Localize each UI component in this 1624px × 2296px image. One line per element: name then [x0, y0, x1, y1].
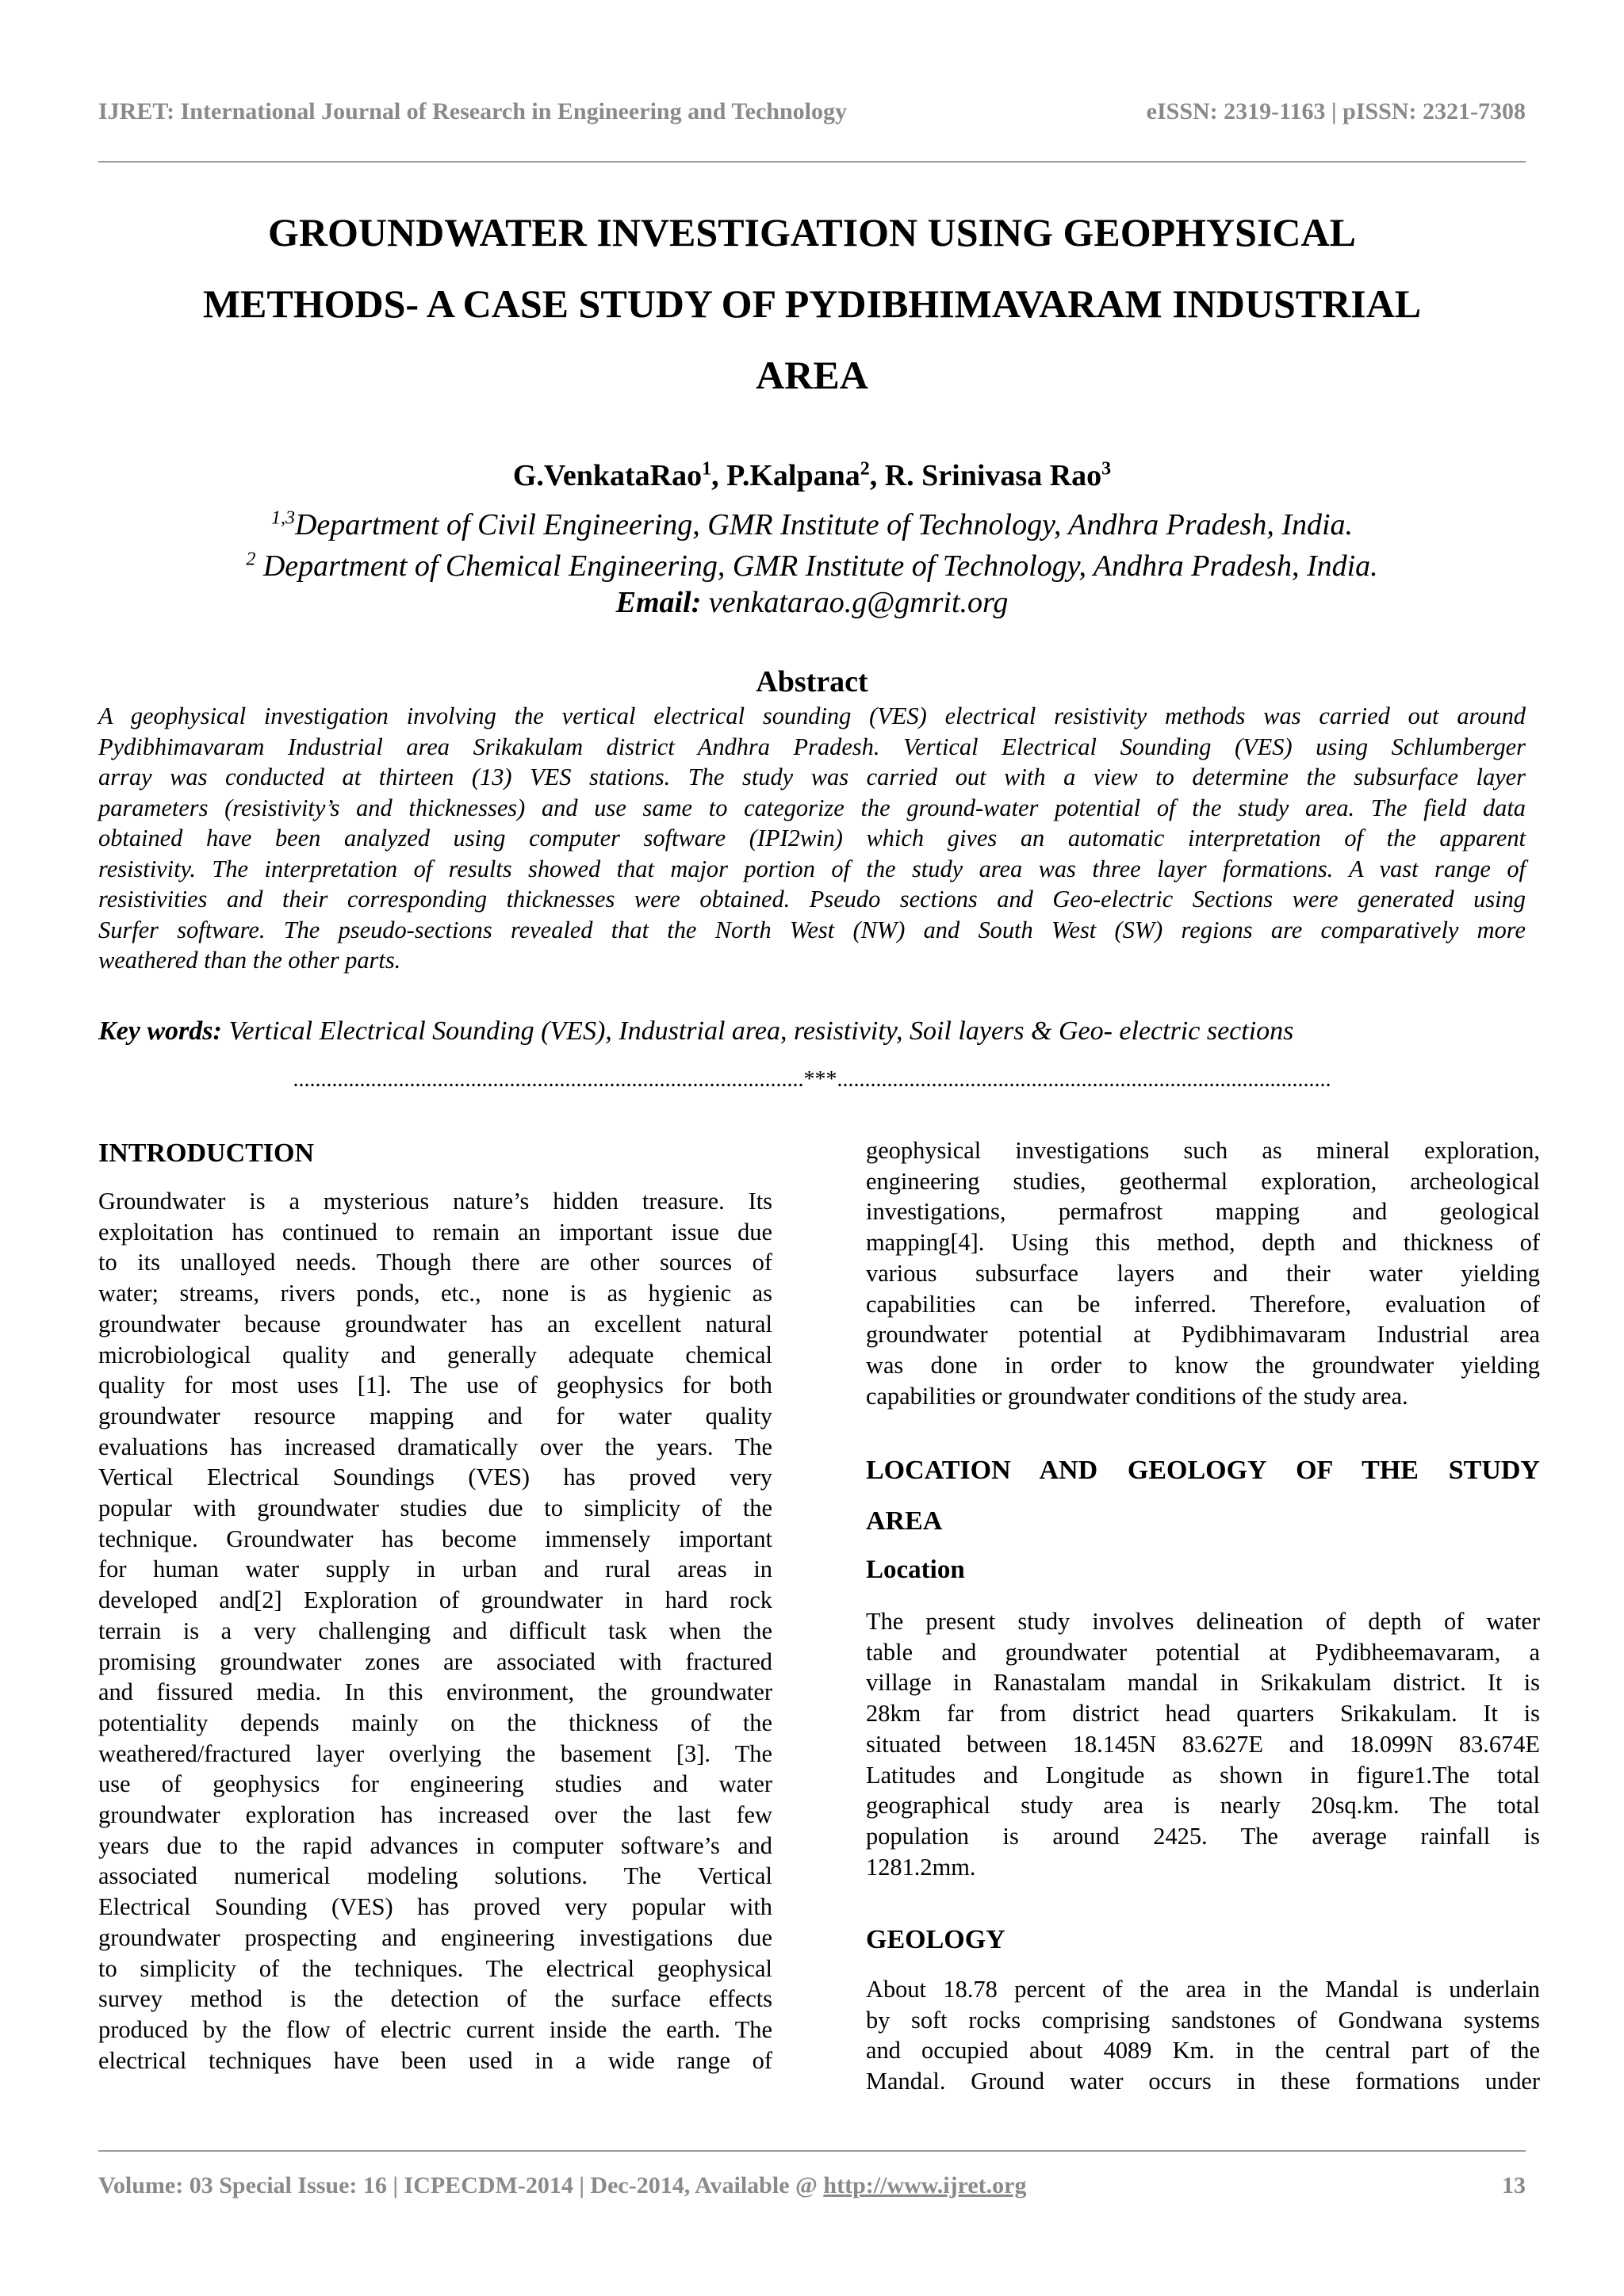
abstract-line: obtained have been analyzed using computer software (IPI2win) which gives an automatic interpretation of the apparent [98, 825, 1526, 851]
email-address[interactable]: venkatarao.g@gmrit.org [701, 586, 1009, 619]
author-sep-2: , [869, 459, 885, 492]
paper-title [98, 197, 1526, 411]
abstract-line: resistivities and their corresponding thicknesses were obtained. Pseudo sections and Geo-electric Sections were generated using [98, 886, 1526, 913]
abstract-line: Surfer software. The pseudo-sections revealed that the North West (NW) and South West (SW) regions are comparatively more [98, 916, 1526, 943]
body-line: and fissured media. In this environment, the groundwater [98, 1678, 772, 1706]
body-line: About 18.78 percent of the area in the Mandal is underlain [866, 1976, 1540, 2003]
body-line: quality for most uses [1]. The use of geophysics for both [98, 1372, 772, 1399]
body-line: and occupied about 4089 Km. in the central part of the [866, 2037, 1540, 2064]
body-line: water; streams, rivers ponds, etc., none is as hygienic as [98, 1280, 772, 1307]
introduction-body [98, 1186, 772, 2076]
body-line: use of geophysics for engineering studies and water [98, 1770, 772, 1798]
keywords-label: Key words: [98, 1016, 222, 1046]
body-line: village in Ranastalam mandal in Srikakulam district. It is [866, 1669, 1540, 1697]
body-line: years due to the rapid advances in computer software’s and [98, 1831, 772, 1859]
body-line: capabilities can be inferred. Therefore, evaluation of [866, 1290, 1540, 1318]
email-line [98, 585, 1526, 620]
introduction-continued [866, 1135, 1540, 1411]
body-line: by soft rocks comprising sandstones of Gondwana systems [866, 2006, 1540, 2034]
abstract-line: weathered than the other parts. [98, 947, 401, 974]
author-2: P.Kalpana [726, 459, 860, 492]
body-line: population is around 2425. The average rainfall is [866, 1822, 1540, 1850]
header-rule [98, 161, 1526, 163]
title-line-3: AREA [756, 353, 868, 397]
journal-link[interactable]: http://www.ijret.org [823, 2172, 1027, 2198]
body-line: survey method is the detection of the surface effects [98, 1985, 772, 2013]
body-line: electrical techniques have been used in a wide range of [98, 2046, 772, 2074]
journal-name: IJRET: International Journal of Research in Engineering and Technology [98, 98, 848, 124]
running-header [98, 98, 1526, 136]
body-line: 28km far from district head quarters Srikakulam. It is [866, 1700, 1540, 1728]
affiliation-1 [98, 507, 1526, 542]
body-line: Latitudes and Longitude as shown in figure1.The total [866, 1761, 1540, 1789]
body-line: evaluations has increased dramatically over the years. The [98, 1433, 772, 1460]
body-line: groundwater prospecting and engineering investigations due [98, 1923, 772, 1951]
body-line: to its unalloyed needs. Though there are other sources of [98, 1249, 772, 1276]
location-geology-heading: LOCATION AND GEOLOGY OF THE STUDY [866, 1456, 1540, 1485]
author-2-affil: 2 [860, 458, 870, 480]
author-3: R. Srinivasa Rao [884, 459, 1102, 492]
body-line: table and groundwater potential at Pydibheemavaram, a [866, 1638, 1540, 1666]
body-line: situated between 18.145N 83.627E and 18.099N 83.674E [866, 1730, 1540, 1758]
body-line: for human water supply in urban and rural areas in [98, 1556, 772, 1583]
affiliation-1-mark: 1,3 [270, 507, 295, 529]
body-line: The present study involves delineation of depth of water [866, 1608, 1540, 1635]
author-3-affil: 3 [1101, 458, 1112, 480]
keywords-list: Vertical Electrical Sounding (VES), Industrial area, resistivity, Soil layers & Geo- electric sections [221, 1016, 1294, 1046]
body-line: microbiological quality and generally adequate chemical [98, 1341, 772, 1368]
footer-rule [98, 2150, 1526, 2152]
title-line-2: METHODS- A CASE STUDY OF PYDIBHIMAVARAM INDUSTRIAL [202, 281, 1422, 326]
body-line: groundwater because groundwater has an excellent natural [98, 1310, 772, 1337]
geology-body [866, 1974, 1540, 2097]
body-line: groundwater potential at Pydibhimavaram Industrial area [866, 1321, 1540, 1349]
geology-heading: GEOLOGY [866, 1925, 1005, 1954]
affiliation-1-text: Department of Civil Engineering, GMR Institute of Technology, Andhra Pradesh, India. [294, 508, 1354, 541]
title-line-1: GROUNDWATER INVESTIGATION USING GEOPHYSICAL [268, 210, 1356, 254]
body-line: associated numerical modeling solutions. The Vertical [98, 1862, 772, 1890]
body-line: to simplicity of the techniques. The electrical geophysical [98, 1954, 772, 1982]
author-1: G.VenkataRao [512, 459, 703, 492]
body-line: geographical study area is nearly 20sq.km. The total [866, 1792, 1540, 1820]
abstract-line: array was conducted at thirteen (13) VES stations. The study was carried out with a view to determine the subsurface layer [98, 763, 1526, 790]
abstract-line: A geophysical investigation involving the vertical electrical sounding (VES) electrical resistivity methods was carried out around [98, 702, 1526, 729]
body-line: potentiality depends mainly on the thickness of the [98, 1709, 772, 1736]
affiliation-2-text: Department of Chemical Engineering, GMR Institute of Technology, Andhra Pradesh, India. [255, 549, 1378, 583]
body-line: weathered/fractured layer overlying the basement [3]. The [98, 1739, 772, 1767]
body-line: exploitation has continued to remain an important issue due [98, 1218, 772, 1246]
body-line: popular with groundwater studies due to simplicity of the [98, 1494, 772, 1522]
body-line: mapping[4]. Using this method, depth and thickness of [866, 1229, 1540, 1257]
body-line: investigations, permafrost mapping and geological [866, 1198, 1540, 1226]
author-sep-1: , [711, 459, 727, 492]
affiliation-2 [98, 549, 1526, 584]
location-subheading: Location [866, 1556, 965, 1584]
body-line: Mandal. Ground water occurs in these formations under [866, 2068, 1540, 2095]
body-line: geophysical investigations such as mineral exploration, [866, 1137, 1540, 1164]
email-label: Email: [615, 586, 702, 619]
introduction-heading: INTRODUCTION [98, 1138, 315, 1168]
issn-text: eISSN: 2319-1163 | pISSN: 2321-7308 [1146, 98, 1526, 124]
body-line: engineering studies, geothermal exploration, archeological [866, 1167, 1540, 1195]
footer-volume-text: Volume: 03 Special Issue: 16 | ICPECDM-2014 | Dec-2014, Available @ [98, 2172, 824, 2198]
body-line: Groundwater is a mysterious nature’s hidden treasure. Its [98, 1188, 772, 1215]
abstract-heading: Abstract [756, 665, 868, 698]
body-line: produced by the flow of electric current inside the earth. The [98, 2015, 772, 2043]
body-line: 1281.2mm. [866, 1853, 976, 1881]
abstract-body [98, 701, 1526, 976]
abstract-line: Pydibhimavaram Industrial area Srikakulam district Andhra Pradesh. Vertical Electrical Sounding (VES) using Schlumberger [98, 733, 1526, 760]
running-footer [98, 2172, 1526, 2199]
body-line: developed and[2] Exploration of groundwater in hard rock [98, 1586, 772, 1614]
location-body [866, 1606, 1540, 1882]
page-number: 13 [1502, 2172, 1526, 2198]
body-line: groundwater resource mapping and for water quality [98, 1402, 772, 1429]
keywords-line [98, 1016, 1526, 1047]
body-line: groundwater exploration has increased over the last few [98, 1801, 772, 1829]
body-line: was done in order to know the groundwater yielding [866, 1351, 1540, 1379]
affiliation-2-mark: 2 [246, 549, 256, 570]
body-line: Electrical Sounding (VES) has proved very popular with [98, 1893, 772, 1921]
body-line: promising groundwater zones are associated with fractured [98, 1647, 772, 1675]
body-line: Vertical Electrical Soundings (VES) has proved very [98, 1464, 772, 1491]
body-line: various subsurface layers and their water yielding [866, 1259, 1540, 1287]
author-list [98, 458, 1526, 493]
abstract-line: resistivity. The interpretation of results showed that major portion of the study area was three layer formations. A vast range of [98, 855, 1526, 882]
body-line: capabilities or groundwater conditions of the study area. [866, 1382, 1408, 1410]
section-separator: ............................................................................................***......................................................................................... [293, 1067, 1331, 1092]
body-line: terrain is a very challenging and difficult task when the [98, 1617, 772, 1644]
body-line: technique. Groundwater has become immensely important [98, 1525, 772, 1552]
location-geology-heading-cont: AREA [866, 1506, 943, 1536]
abstract-line: parameters (resistivity’s and thicknesses) and use same to categorize the ground-water potential of the study area. The field data [98, 794, 1526, 821]
author-1-affil: 1 [702, 458, 712, 480]
